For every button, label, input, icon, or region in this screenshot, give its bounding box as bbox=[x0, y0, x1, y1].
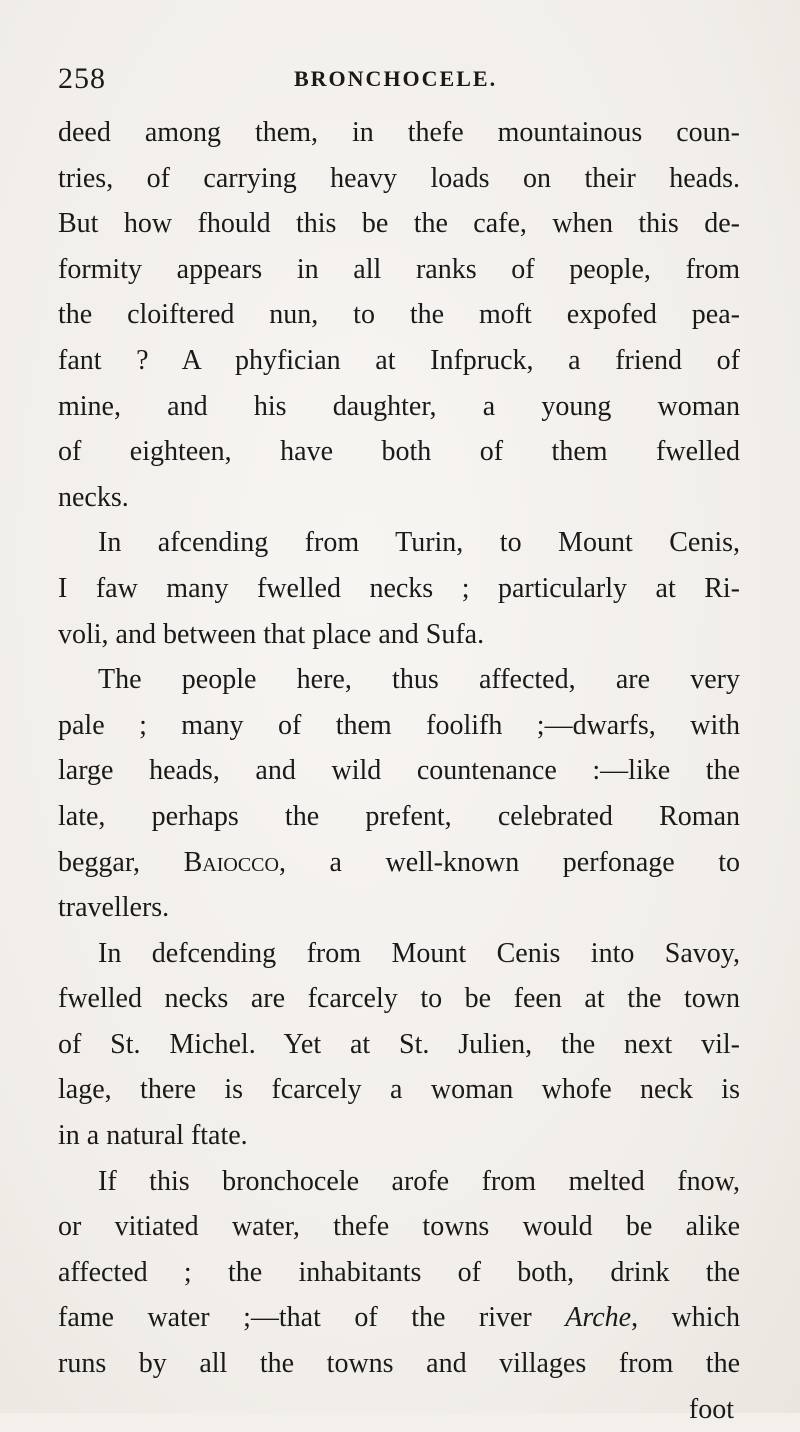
text-line: of eighteen, have both of them fwelled bbox=[58, 436, 740, 468]
text-line: deed among them, in thefe mountainous coun- bbox=[58, 117, 740, 148]
body-text bbox=[58, 110, 740, 1432]
page-number: 258 bbox=[58, 62, 106, 95]
catchword: foot bbox=[688, 1393, 734, 1425]
text-line: the cloiftered nun, to the moft expofed pea- bbox=[58, 299, 740, 331]
text-segment: , a well-known perfonage to bbox=[278, 846, 741, 878]
paragraph-end-line: voli, and between that place and Sufa. bbox=[58, 618, 485, 650]
text-line: mine, and his daughter, a young woman bbox=[58, 390, 740, 422]
text-line: fwelled necks are fcarcely to be feen at the town bbox=[58, 983, 740, 1015]
page-header bbox=[58, 62, 740, 102]
text-line: runs by all the towns and villages from the bbox=[58, 1348, 740, 1380]
paragraph-start-line: If this bronchocele arofe from melted fnow, bbox=[98, 1165, 740, 1197]
text-line: lage, there is fcarcely a woman whofe neck is bbox=[58, 1074, 740, 1106]
paragraph-start-line: In defcending from Mount Cenis into Savoy, bbox=[98, 937, 740, 969]
paragraph-end-line: in a natural ftate. bbox=[58, 1120, 248, 1152]
text-line: or vitiated water, thefe towns would be alike bbox=[58, 1211, 740, 1243]
text-line-with-river bbox=[58, 1295, 740, 1341]
small-caps-name: Baiocco bbox=[183, 846, 279, 878]
text-segment: , which bbox=[631, 1302, 740, 1334]
text-line: of St. Michel. Yet at St. Julien, the next vil- bbox=[58, 1028, 740, 1060]
text-line: affected ; the inhabitants of both, drink the bbox=[58, 1256, 740, 1288]
paragraph-start-line: The people here, thus affected, are very bbox=[98, 664, 740, 696]
text-line: tries, of carrying heavy loads on their heads. bbox=[58, 162, 740, 194]
text-segment: fame water ;—that of the river bbox=[58, 1302, 532, 1334]
italic-river-name: Arche bbox=[565, 1302, 632, 1334]
text-line: But how fhould this be the cafe, when this de- bbox=[58, 208, 740, 240]
paragraph-end-line: travellers. bbox=[58, 892, 170, 924]
text-line: I faw many fwelled necks ; particularly at Ri- bbox=[58, 572, 740, 604]
text-line: late, perhaps the prefent, celebrated Roman bbox=[58, 800, 740, 832]
paragraph-end-line: necks. bbox=[58, 481, 129, 513]
text-line: pale ; many of them foolifh ;—dwarfs, with bbox=[58, 709, 740, 741]
text-line: fant ? A phyfician at Infpruck, a friend of bbox=[58, 344, 740, 376]
text-line: large heads, and wild countenance :—like the bbox=[58, 755, 740, 787]
text-line-with-name bbox=[58, 840, 740, 886]
text-segment: beggar, bbox=[58, 846, 141, 878]
text-line: formity appears in all ranks of people, from bbox=[58, 253, 740, 285]
running-head: BRONCHOCELE. bbox=[294, 66, 498, 91]
paragraph-start-line: In afcending from Turin, to Mount Cenis, bbox=[98, 527, 740, 559]
